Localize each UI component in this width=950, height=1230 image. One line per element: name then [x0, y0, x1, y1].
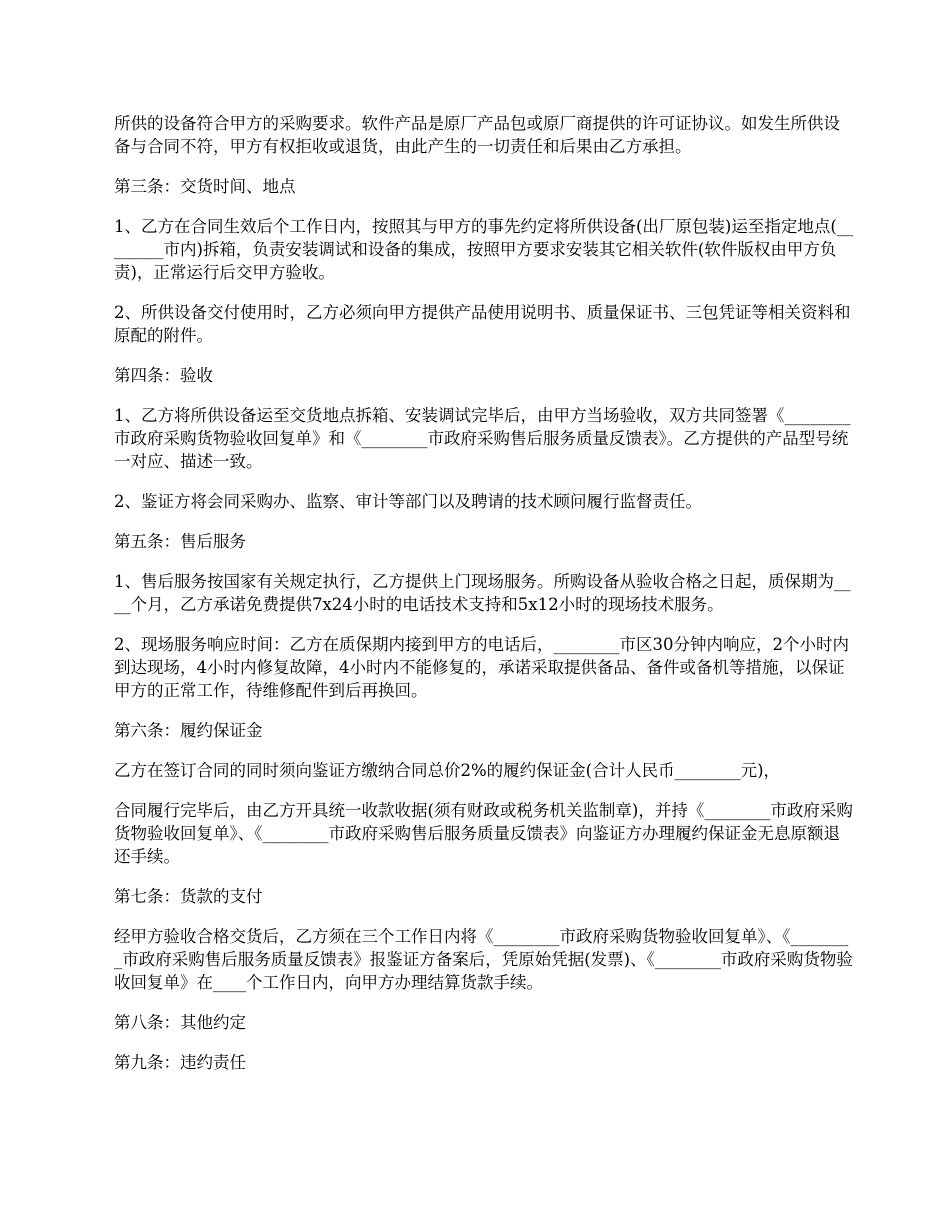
- paragraph-service-1: 1、售后服务按国家有关规定执行，乙方提供上门现场服务。所购设备从验收合格之日起，质保期为____个月，乙方承诺免费提供7x24小时的电话技术支持和5x12小时的现场技术服务。: [114, 572, 851, 614]
- paragraph-delivery-1: 1、乙方在合同生效后个工作日内，按照其与甲方的事先约定将所供设备(出厂原包装)运至指定地点(________市内)拆箱，负责安装调试和设备的集成，按照甲方要求安装其它相关软件(软件版权由甲方负责)，正常运行后交甲方验收。: [114, 217, 854, 282]
- paragraph-deposit-1: 乙方在签订合同的同时须向鉴证方缴纳合同总价2%的履约保证金(合计人民币________元)，: [114, 761, 781, 780]
- heading-article-6: 第六条：履约保证金: [114, 721, 263, 740]
- paragraph-acceptance-1: 1、乙方将所供设备运至交货地点拆箱、安装调试完毕后，由甲方当场验收，双方共同签署《________市政府采购货物验收回复单》和《________市政府采购售后服务质量反馈表》。乙方提供的产品型号统一对应、描述一致。: [114, 406, 851, 471]
- paragraph-deposit-2: 合同履行完毕后，由乙方开具统一收款收据(须有财政或税务机关监制章)，并持《________市政府采购货物验收回复单》、《________市政府采购售后服务质量反馈表》向鉴证方办理履约保证金无息原额退还手续。: [114, 801, 853, 866]
- heading-article-9: 第九条：违约责任: [114, 1053, 246, 1072]
- heading-article-4: 第四条：验收: [114, 366, 213, 385]
- paragraph-payment: 经甲方验收合格交货后，乙方须在三个工作日内将《________市政府采购货物验收回复单》、《________市政府采购售后服务质量反馈表》报鉴证方备案后，凭原始凭据(发票)、《________市政府采购货物验收回复单》在____个工作日内，向甲方办理结算货款手续。: [114, 927, 853, 992]
- heading-article-3: 第三条：交货时间、地点: [114, 177, 296, 196]
- document-page: [114, 112, 854, 1091]
- heading-article-5: 第五条：售后服务: [114, 532, 246, 551]
- paragraph-warranty-terms: 所供的设备符合甲方的采购要求。软件产品是原厂产品包或原厂商提供的许可证协议。如发生所供设备与合同不符，甲方有权拒收或退货，由此产生的一切责任和后果由乙方承担。: [114, 114, 840, 156]
- paragraph-service-2: 2、现场服务响应时间：乙方在质保期内接到甲方的电话后，________市区30分钟内响应，2个小时内到达现场，4小时内修复故障，4小时内不能修复的，承诺采取提供备品、备件或备机等措施，以保证甲方的正常工作，待维修配件到后再换回。: [114, 635, 849, 700]
- paragraph-delivery-2: 2、所供设备交付使用时，乙方必须向甲方提供产品使用说明书、质量保证书、三包凭证等相关资料和原配的附件。: [114, 303, 851, 345]
- paragraph-acceptance-2: 2、鉴证方将会同采购办、监察、审计等部门以及聘请的技术顾问履行监督责任。: [114, 492, 702, 511]
- heading-article-7: 第七条：货款的支付: [114, 887, 263, 906]
- heading-article-8: 第八条：其他约定: [114, 1013, 246, 1032]
